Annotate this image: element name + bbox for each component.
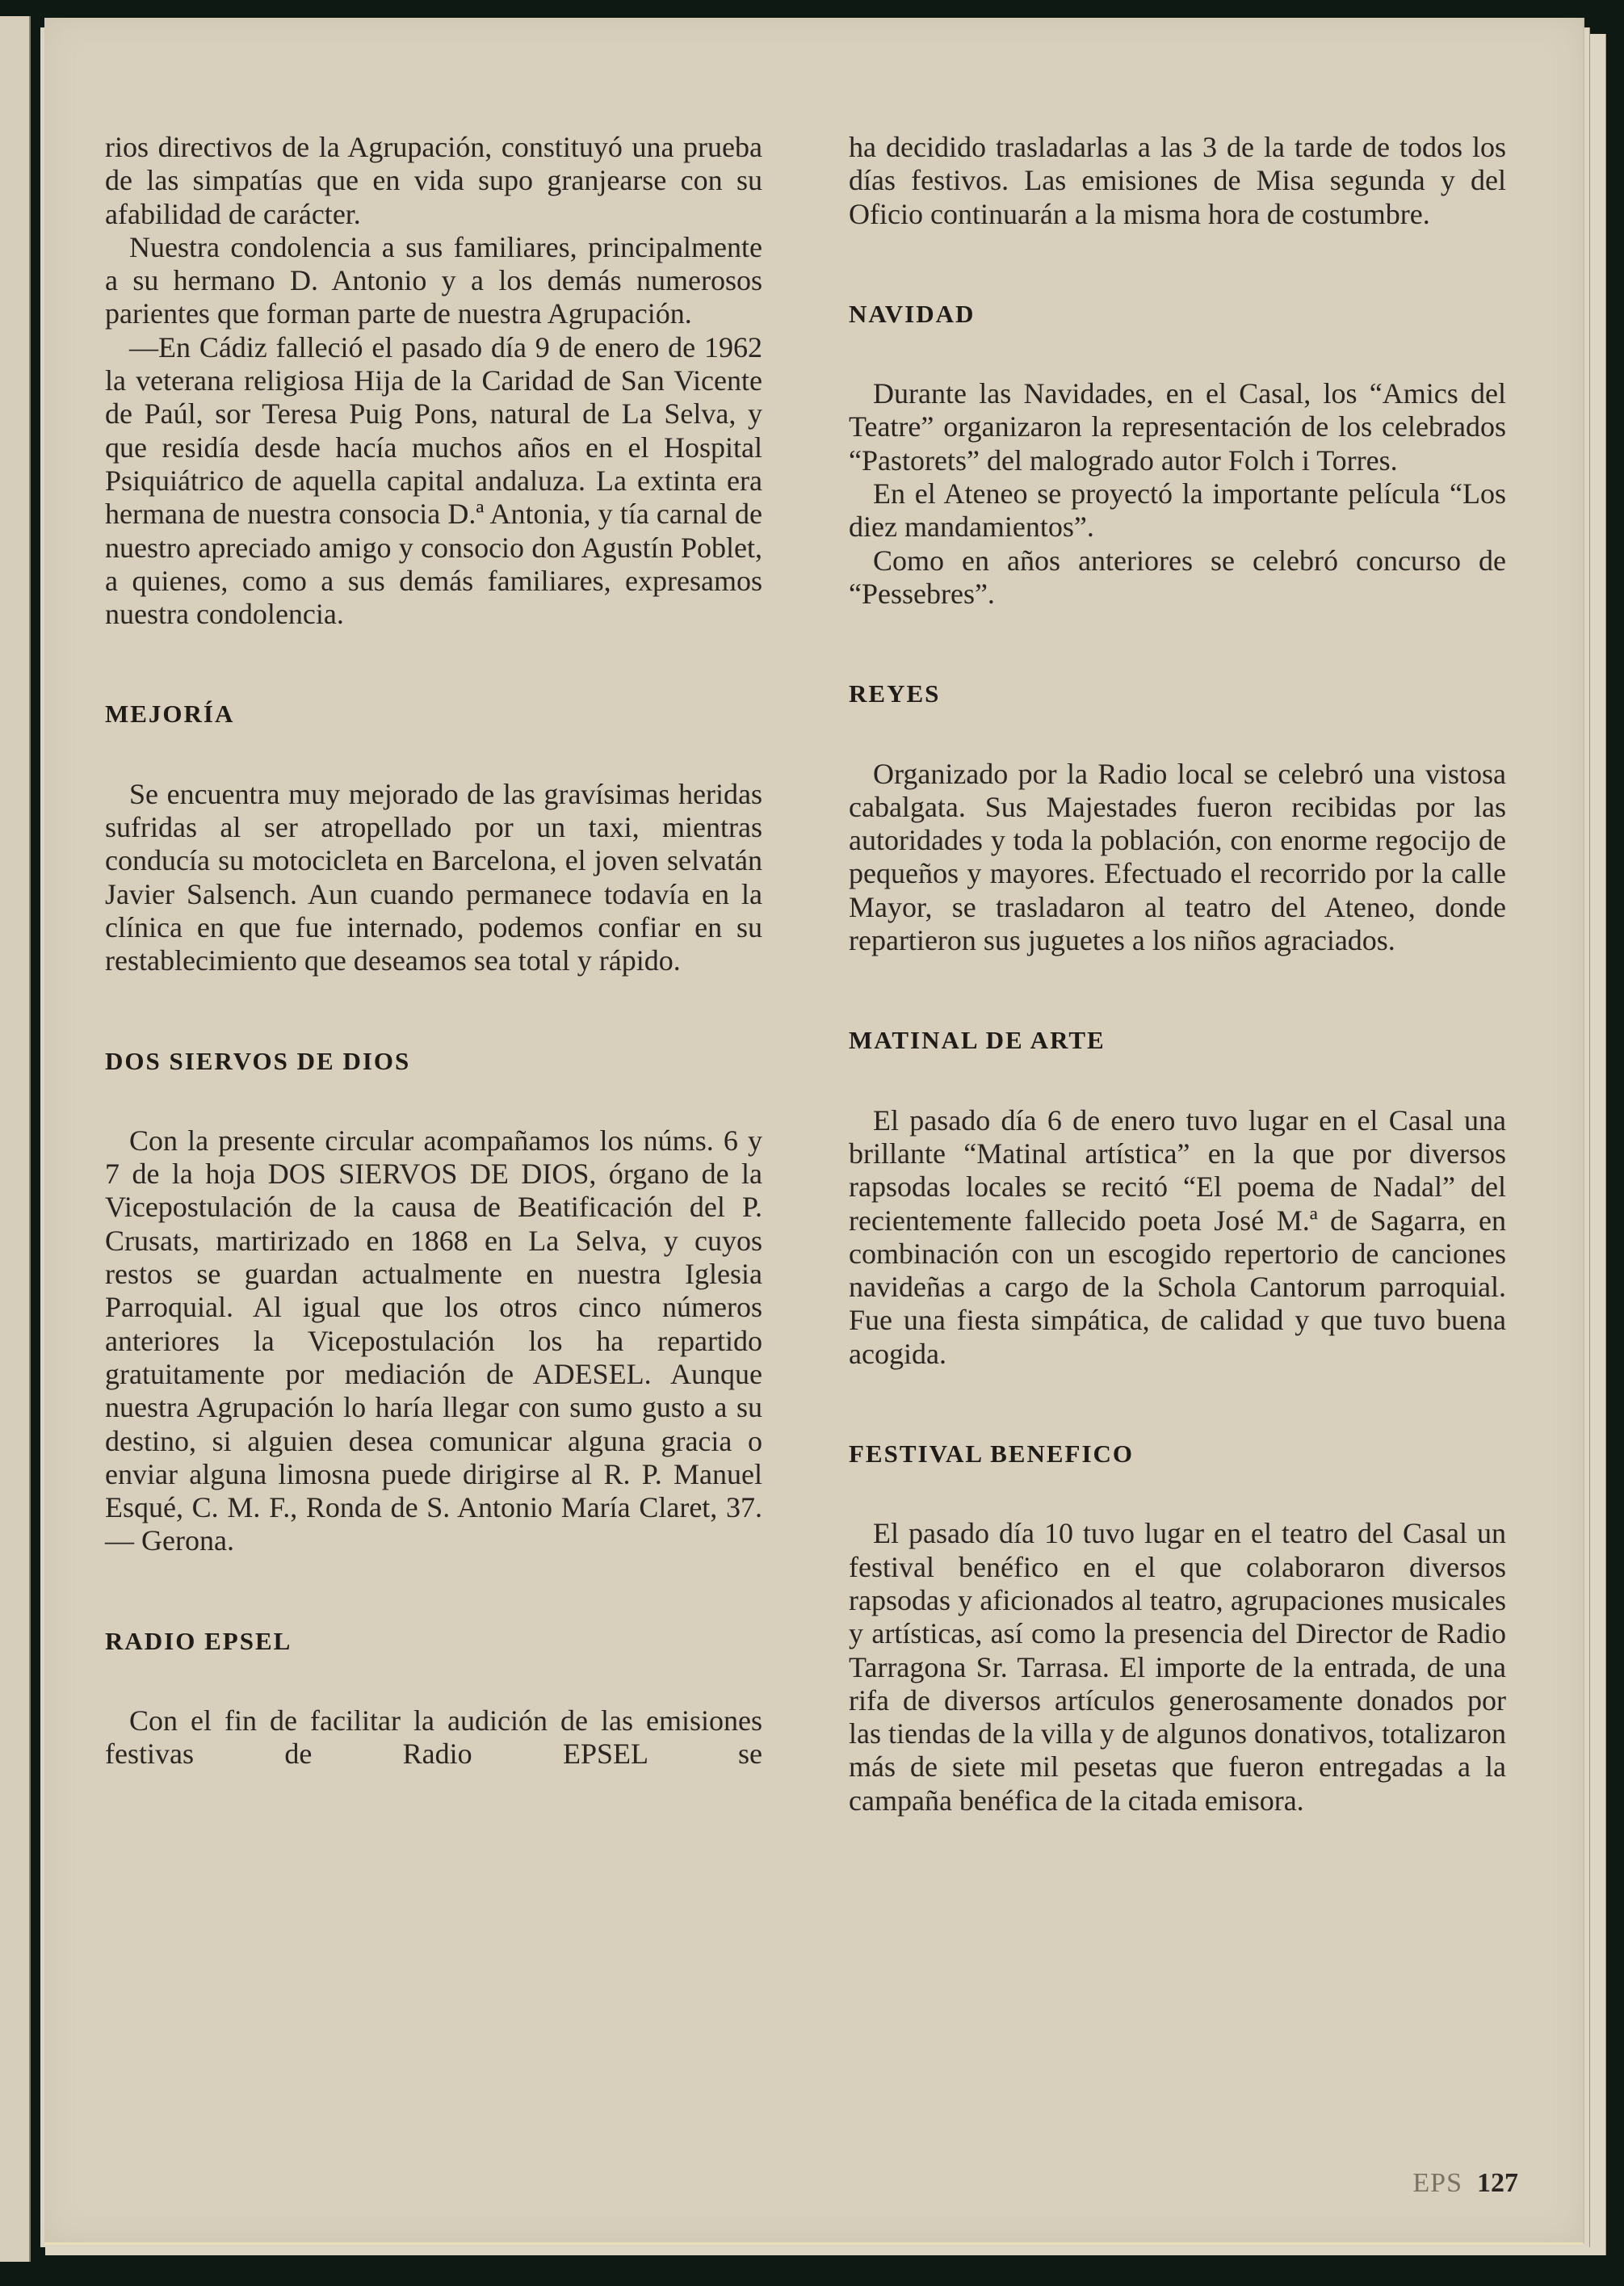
section-heading-mejoria: MEJORÍA <box>105 700 235 729</box>
section-body-dos-siervos: Con la presente circular acompañamos los núms. 6 y 7 de la hoja DOS SIERVOS DE DIOS, órgano de la Vicepostulación de la causa de Beatificación del P. Crusats, martirizado en 1868 en La Selva, y cuyos restos se guardan actualmente en nuestra Iglesia Parroquial. Al igual que los otros cinco números anteriores la Vicepostulación los ha repartido gratuitamente por mediación de ADESEL. Aunque nuestra Agrupación lo haría llegar con sumo gusto a su destino, si alguien desea comunicar alguna gracia o enviar alguna limosna puede dirigirse al R. P. Manuel Esqué, C. M. F., Ronda de S. Antonio María Claret, 37. — Gerona. <box>105 1124 762 1557</box>
folio-prefix: EPS <box>1412 2168 1462 2198</box>
section-heading-radio-epsel: RADIO EPSEL <box>105 1626 292 1655</box>
facing-page-edge <box>0 16 31 2262</box>
section-heading-reyes: REYES <box>849 679 941 708</box>
obituary-paragraph: —En Cádiz falleció el pasado día 9 de enero de 1962 la veterana religiosa Hija de la Caridad de San Vicente de Paúl, sor Teresa Puig Pons, natural de La Selva, y que residía desde hacía muchos años en el Hospital Psiquiátrico de aquella capital andaluza. La extinta era hermana de nuestra consocia D.ª Antonia, y tía carnal de nuestro apreciado amigo y consocio don Agustín Poblet, a quienes, como a sus demás familiares, expresamos nuestra condolencia. <box>105 330 762 631</box>
section-body-mejoria: Se encuentra muy mejorado de las gravísimas heridas sufridas al ser atropellado por un taxi, mientras conducía su motocicleta en Barcelona, el joven selvatán Javier Salsench. Aun cuando permanece todavía en la clínica en que fue internado, podemos confiar en su restablecimiento que deseamos sea total y rápido. <box>105 777 762 977</box>
section-body-navidad-1: Durante las Navidades, en el Casal, los “Amics del Teatre” organizaron la representación de los celebrados “Pastorets” del malogrado autor Folch i Torres. <box>849 377 1506 477</box>
continued-paragraph: rios directivos de la Agrupación, constituyó una prueba de las simpatías que en vida supo granjearse con su afabilidad de carácter. <box>105 131 762 230</box>
section-body-matinal: El pasado día 6 de enero tuvo lugar en el Casal una brillante “Matinal artística” en la que por diversos rapsodas locales se recitó “El poema de Nadal” del recientemente fallecido poeta José M.ª de Sagarra, en combinación con un escogido repertorio de canciones navideñas a cargo de la Schola Cantorum parroquial. Fue una fiesta simpática, de calidad y que tuvo buena acogida. <box>849 1103 1506 1370</box>
section-body-navidad-3: Como en años anteriores se celebró concurso de “Pessebres”. <box>849 544 1506 610</box>
section-body-navidad-2: En el Ateneo se proyectó la importante película “Los diez mandamientos”. <box>849 477 1506 544</box>
section-body-radio-epsel: Con el fin de facilitar la audición de las emisiones festivas de Radio EPSEL se <box>105 1704 762 1771</box>
magazine-page <box>44 18 1584 2245</box>
section-body-festival: El pasado día 10 tuvo lugar en el teatro del Casal un festival benéfico en el que colaboraron diversos rapsodas y aficionados al teatro, agrupaciones musicales y artísticas, así como la presencia del Director de Radio Tarragona Sr. Tarrasa. El importe de la entrada, de una rifa de diversos artículos generosamente donados por las tiendas de la villa y de algunos donativos, totalizaron más de siete mil pesetas que fueron entregadas a la campaña benéfica de la citada emisora. <box>849 1517 1506 1817</box>
section-heading-dos-siervos: DOS SIERVOS DE DIOS <box>105 1046 411 1075</box>
left-column <box>105 131 762 1771</box>
section-heading-matinal: MATINAL DE ARTE <box>849 1026 1106 1055</box>
page-number: 127 <box>1477 2168 1518 2198</box>
page-folio <box>1412 2168 1518 2199</box>
section-heading-navidad: NAVIDAD <box>849 299 976 328</box>
continued-paragraph: ha decidido trasladarlas a las 3 de la tarde de todos los días festivos. Las emisiones de Misa segunda y del Oficio continuarán a la misma hora de costumbre. <box>849 131 1506 230</box>
right-column <box>849 131 1506 1817</box>
section-body-reyes: Organizado por la Radio local se celebró una vistosa cabalgata. Sus Majestades fueron recibidas por las autoridades y toda la población, con enorme regocijo de pequeños y mayores. Efectuado el recorrido por la calle Mayor, se trasladaron al teatro del Ateneo, donde repartieron sus juguetes a los niños agraciados. <box>849 757 1506 957</box>
condolence-paragraph: Nuestra condolencia a sus familiares, principalmente a su hermano D. Antonio y a los demás numerosos parientes que forman parte de nuestra Agrupación. <box>105 230 762 330</box>
section-heading-festival: FESTIVAL BENEFICO <box>849 1439 1135 1469</box>
